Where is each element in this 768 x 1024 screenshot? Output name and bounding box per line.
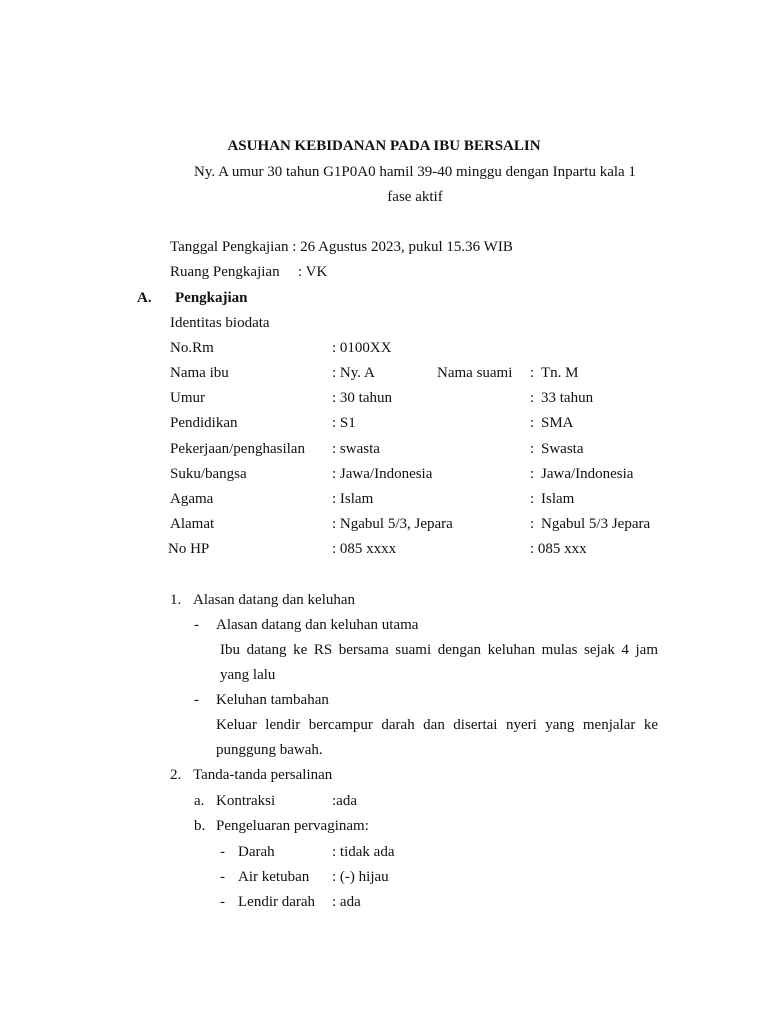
sub-item-text-line: yang lalu: [220, 667, 276, 683]
biodata-label: Pendidikan: [170, 415, 238, 431]
detail-label: Lendir darah: [238, 894, 316, 910]
detail-dash: -: [220, 894, 225, 910]
sub-item-text-line: punggung bawah.: [216, 742, 323, 758]
item-2-number: 2.: [170, 767, 182, 783]
biodata-ibu-value: : swasta: [332, 441, 380, 457]
sub-item-text-line: Ibu datang ke RS bersama suami dengan keluhan mulas sejak 4 jam: [220, 642, 658, 658]
item-2-heading: Tanda-tanda persalinan: [193, 767, 333, 783]
identitas-heading: Identitas biodata: [170, 315, 270, 331]
biodata-label: Alamat: [170, 516, 215, 532]
detail-value: : ada: [332, 894, 361, 910]
pengeluaran-heading: Pengeluaran pervaginam:: [216, 818, 369, 834]
biodata-suami-colon: :: [530, 466, 535, 482]
biodata-suami-value: Ngabul 5/3 Jepara: [541, 516, 651, 532]
ruang-pengkajian-label: Ruang Pengkajian: [170, 264, 280, 280]
biodata-suami-value: SMA: [541, 415, 574, 431]
kontraksi-label: Kontraksi: [216, 793, 276, 809]
biodata-ibu-value: : Islam: [332, 491, 374, 507]
section-a-heading: Pengkajian: [175, 290, 248, 306]
kontraksi-value: :ada: [332, 793, 357, 809]
biodata-label: Suku/bangsa: [170, 466, 247, 482]
nama-suami-header: Nama suami: [437, 365, 513, 381]
list-marker: a.: [194, 793, 205, 809]
biodata-suami-colon: :: [530, 415, 535, 431]
biodata-suami-value: Islam: [541, 491, 575, 507]
sub-item-dash: -: [194, 692, 199, 708]
biodata-suami-colon: :: [530, 516, 535, 532]
item-1-number: 1.: [170, 592, 182, 608]
biodata-ibu-value: : 085 xxxx: [332, 541, 397, 557]
sub-item-text-line: Keluar lendir bercampur darah dan disertai nyeri yang menjalar ke: [216, 717, 658, 733]
biodata-label: Pekerjaan/penghasilan: [170, 441, 305, 457]
biodata-suami-colon: :: [530, 441, 535, 457]
biodata-suami-value: Tn. M: [541, 365, 579, 381]
subtitle-line-1: Ny. A umur 30 tahun G1P0A0 hamil 39-40 minggu dengan Inpartu kala 1: [194, 164, 636, 180]
biodata-suami-value: : 085 xxx: [530, 541, 587, 557]
biodata-ibu-value: : Ny. A: [332, 365, 375, 381]
biodata-ibu-value: : 0100XX: [332, 340, 392, 356]
detail-dash: -: [220, 844, 225, 860]
tanggal-pengkajian: Tanggal Pengkajian : 26 Agustus 2023, pukul 15.36 WIB: [170, 239, 513, 255]
detail-value: : tidak ada: [332, 844, 395, 860]
ruang-pengkajian-value: : VK: [298, 264, 328, 280]
sub-item-heading: Alasan datang dan keluhan utama: [216, 617, 419, 633]
list-marker: b.: [194, 818, 206, 834]
biodata-suami-value: Swasta: [541, 441, 584, 457]
sub-item-heading: Keluhan tambahan: [216, 692, 329, 708]
biodata-suami-colon: :: [530, 365, 535, 381]
biodata-suami-colon: :: [530, 491, 535, 507]
detail-dash: -: [220, 869, 225, 885]
biodata-ibu-value: : Jawa/Indonesia: [332, 466, 433, 482]
biodata-ibu-value: : S1: [332, 415, 356, 431]
biodata-ibu-value: : Ngabul 5/3, Jepara: [332, 516, 453, 532]
biodata-label: No HP: [168, 541, 210, 557]
biodata-ibu-value: : 30 tahun: [332, 390, 392, 406]
biodata-label: Umur: [170, 390, 205, 406]
item-1-heading: Alasan datang dan keluhan: [193, 592, 356, 608]
detail-label: Darah: [238, 844, 275, 860]
detail-label: Air ketuban: [238, 869, 310, 885]
subtitle-line-2: fase aktif: [387, 189, 443, 205]
detail-value: : (-) hijau: [332, 869, 389, 885]
biodata-suami-value: 33 tahun: [541, 390, 594, 406]
biodata-label: Nama ibu: [170, 365, 229, 381]
biodata-suami-colon: :: [530, 390, 535, 406]
section-a-marker: A.: [137, 290, 152, 306]
biodata-label: Agama: [170, 491, 214, 507]
sub-item-dash: -: [194, 617, 199, 633]
biodata-suami-value: Jawa/Indonesia: [541, 466, 634, 482]
biodata-label: No.Rm: [170, 340, 214, 356]
document-title: ASUHAN KEBIDANAN PADA IBU BERSALIN: [227, 138, 541, 154]
